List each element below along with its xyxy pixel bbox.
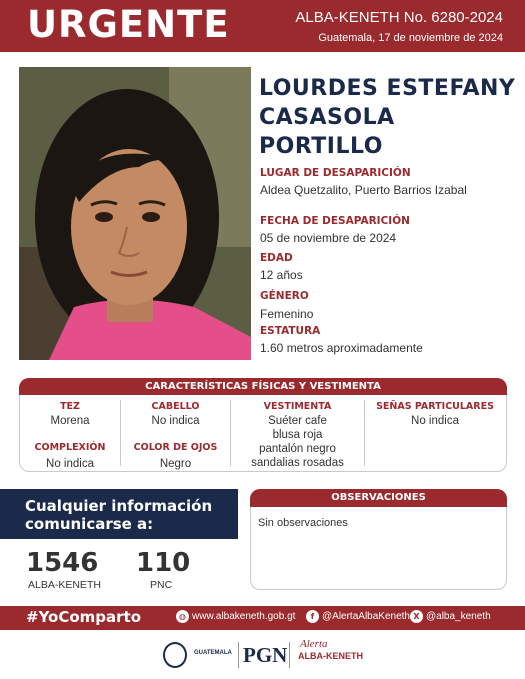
vestimenta-list [231,414,364,470]
name-line-2: CASASOLA [259,105,395,130]
contact-line-1: Cualquier información [25,497,213,515]
alert-number: ALBA-KENETH No. 6280-2024 [295,9,503,26]
alerta-logo-line1: Alerta [300,638,328,650]
name-line-3: PORTILLO [259,134,383,159]
x-icon: X [410,610,423,623]
estatura-label: ESTATURA [260,325,321,337]
facebook-icon: f [306,610,319,623]
estatura-value: 1.60 metros aproximadamente [260,341,423,355]
cabello-label: CABELLO [151,401,200,412]
ojos-value: Negro [159,458,192,470]
contact-line-2: comunicarse a: [25,515,154,533]
hashtag: #YoComparto [26,608,142,626]
complexion-value: No indica [46,458,94,470]
lugar-value: Aldea Quetzalito, Puerto Barrios Izabal [260,183,467,197]
fecha-label: FECHA DE DESAPARICIÓN [260,215,410,227]
person-name [259,74,521,161]
cabello-value: No indica [151,415,200,427]
vestimenta-item: sandalias rosadas [251,457,344,469]
name-line-1: LOURDES ESTEFANY [259,76,516,101]
vestimenta-label: VESTIMENTA [263,401,332,412]
alerta-logo-line2: ALBA-KENETH [298,651,363,661]
senas-value: No indica [411,415,459,427]
phone-pnc[interactable]: 110 [136,548,191,578]
senas-label: SEÑAS PARTICULARES [376,401,494,412]
characteristics-title: CARACTERÍSTICAS FÍSICAS Y VESTIMENTA [19,378,507,395]
contact-text [25,497,212,533]
logo-divider [238,642,239,668]
fecha-value: 05 de noviembre de 2024 [260,231,397,245]
observations-title: OBSERVACIONES [250,489,507,507]
edad-label: EDAD [260,252,293,264]
facebook-link[interactable]: @AlertaAlbaKeneth [322,611,410,622]
globe-icon: ◍ [176,610,189,623]
guatemala-seal-icon [163,642,187,668]
portrait-illustration [19,67,251,360]
pgn-logo: PGN [243,643,288,667]
website-link[interactable]: www.albakeneth.gob.gt [192,611,296,622]
phone-alba-keneth-label: ALBA-KENETH [28,579,101,591]
vestimenta-item: blusa roja [272,429,323,441]
vestimenta-item: pantalón negro [259,443,336,455]
x-link[interactable]: @alba_keneth [426,611,491,622]
missing-person-photo [19,67,251,360]
ojos-label: COLOR DE OJOS [133,442,218,453]
guatemala-logo-text: GUATEMALA [194,650,232,656]
tez-label: TEZ [60,401,80,412]
phone-alba-keneth[interactable]: 1546 [26,548,99,578]
lugar-label: LUGAR DE DESAPARICIÓN [260,167,411,179]
alert-date: Guatemala, 17 de noviembre de 2024 [318,32,503,44]
logo-divider [289,642,290,668]
complexion-label: COMPLEXIÓN [34,442,106,453]
tez-value: Morena [50,415,90,427]
observations-text: Sin observaciones [258,517,348,529]
genero-value: Femenino [260,307,314,321]
urgent-title: URGENTE [27,3,230,46]
genero-label: GÉNERO [260,290,309,302]
vestimenta-item: Suéter cafe [268,415,327,427]
edad-value: 12 años [260,268,303,282]
phone-pnc-label: PNC [150,579,173,591]
